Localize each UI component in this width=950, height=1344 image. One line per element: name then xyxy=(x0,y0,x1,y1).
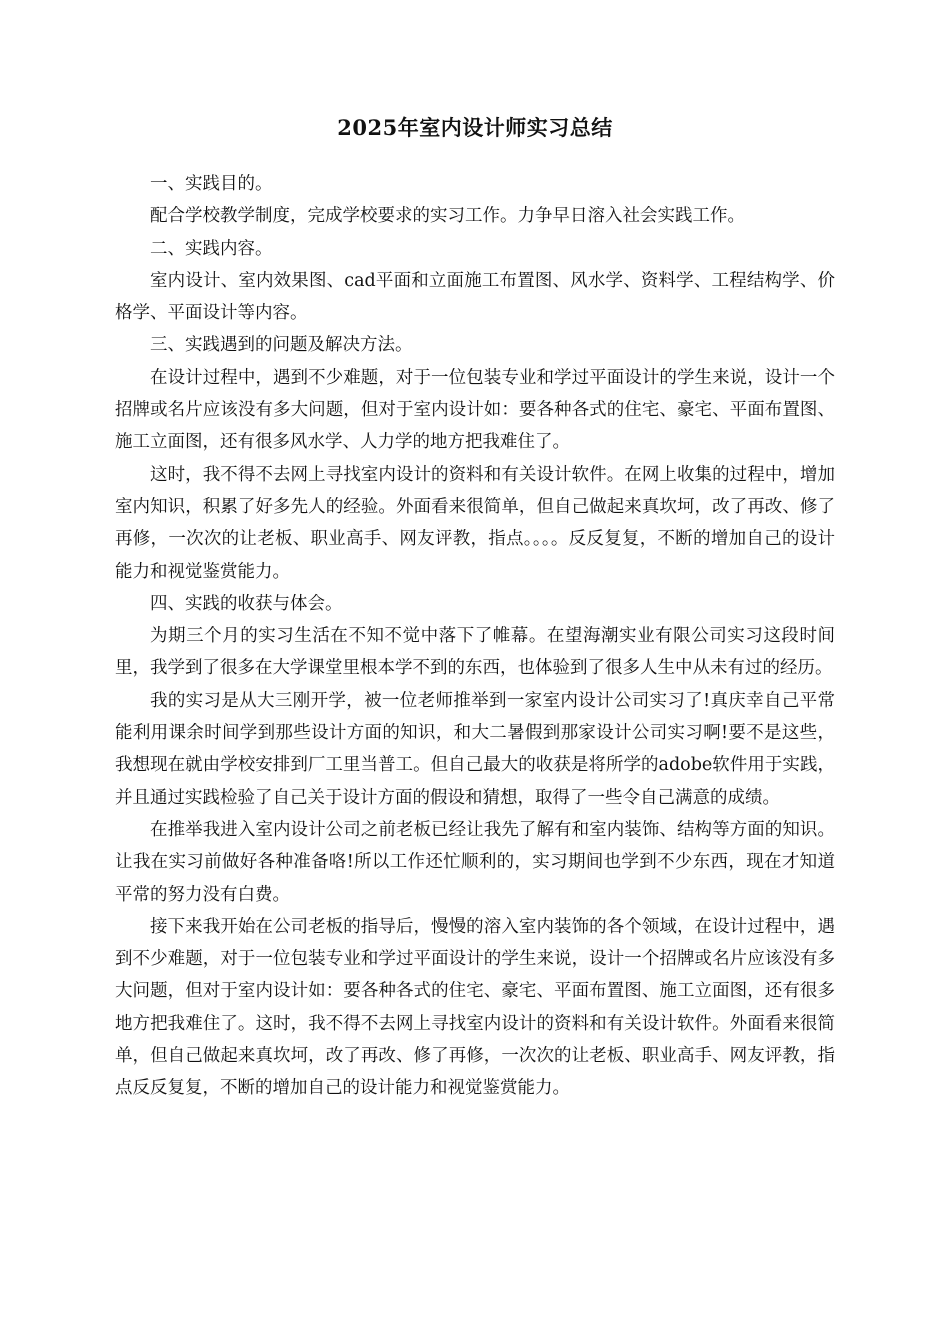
heading-practice-content: 二、实践内容。 xyxy=(150,238,273,259)
paragraph-problems-body: 在设计过程中，遇到不少难题，对于一位包装专业和学过平面设计的学生来说，设计一个招牌或名片应该没有多大问题，但对于室内设计如：要各种各式的住宅、豪宅、平面布置图、施工立面图，还有很多风水学、人力学的地方把我难住了。 xyxy=(115,367,835,453)
document-title: 2025年室内设计师实习总结 xyxy=(337,115,613,140)
paragraph-preparation: 在推举我进入室内设计公司之前老板已经让我先了解有和室内装饰、结构等方面的知识。让我在实习前做好各种准备咯!所以工作还忙顺利的，实习期间也学到不少东西，现在才知道平常的努力没有白费。 xyxy=(115,819,835,905)
paragraph-guidance: 接下来我开始在公司老板的指导后，慢慢的溶入室内装饰的各个领域，在设计过程中，遇到不少难题，对于一位包装专业和学过平面设计的学生来说，设计一个招牌或名片应该没有多大问题，但对于室内设计如：要各种各式的住宅、豪宅、平面布置图、施工立面图，还有很多地方把我难住了。这时，我不得不去网上寻找室内设计的资料和有关设计软件。外面看来很简单，但自己做起来真坎坷，改了再改、修了再修，一次次的让老板、职业高手、网友评教，指点反反复复，不断的增加自己的设计能力和视觉鉴赏能力。 xyxy=(115,916,835,1099)
paragraph-content-body: 室内设计、室内效果图、cad平面和立面施工布置图、风水学、资料学、工程结构学、价格学、平面设计等内容。 xyxy=(115,270,835,324)
paragraph-gains-intro: 为期三个月的实习生活在不知不觉中落下了帷幕。在望海潮实业有限公司实习这段时间里，我学到了很多在大学课堂里根本学不到的东西，也体验到了很多人生中从未有过的经历。 xyxy=(115,626,835,679)
heading-practice-purpose: 一、实践目的。 xyxy=(150,174,273,194)
paragraph-solutions-body: 这时，我不得不去网上寻找室内设计的资料和有关设计软件。在网上收集的过程中，增加室内知识，积累了好多先人的经验。外面看来很简单，但自己做起来真坎坷，改了再改、修了再修，一次次的让老板、职业高手、网友评教，指点。。。。反反复复，不断的增加自己的设计能力和视觉鉴赏能力。 xyxy=(115,464,835,582)
document-page xyxy=(115,112,835,1105)
paragraph-purpose-body: 配合学校教学制度，完成学校要求的实习工作。力争早日溶入社会实践工作。 xyxy=(150,206,745,227)
paragraph-internship-start: 我的实习是从大三刚开学，被一位老师推举到一家室内设计公司实习了!真庆幸自己平常能利用课余时间学到那些设计方面的知识，和大二暑假到那家设计公司实习啊!要不是这些，我想现在就由学校安排到厂工里当普工。但自己最大的收获是将所学的adobe软件用于实践，并且通过实践检验了自己关于设计方面的假设和猜想，取得了一些令自己满意的成绩。 xyxy=(115,690,835,808)
heading-gains-experience: 四、实践的收获与体会。 xyxy=(150,593,343,614)
heading-problems-solutions: 三、实践遇到的问题及解决方法。 xyxy=(150,335,413,356)
